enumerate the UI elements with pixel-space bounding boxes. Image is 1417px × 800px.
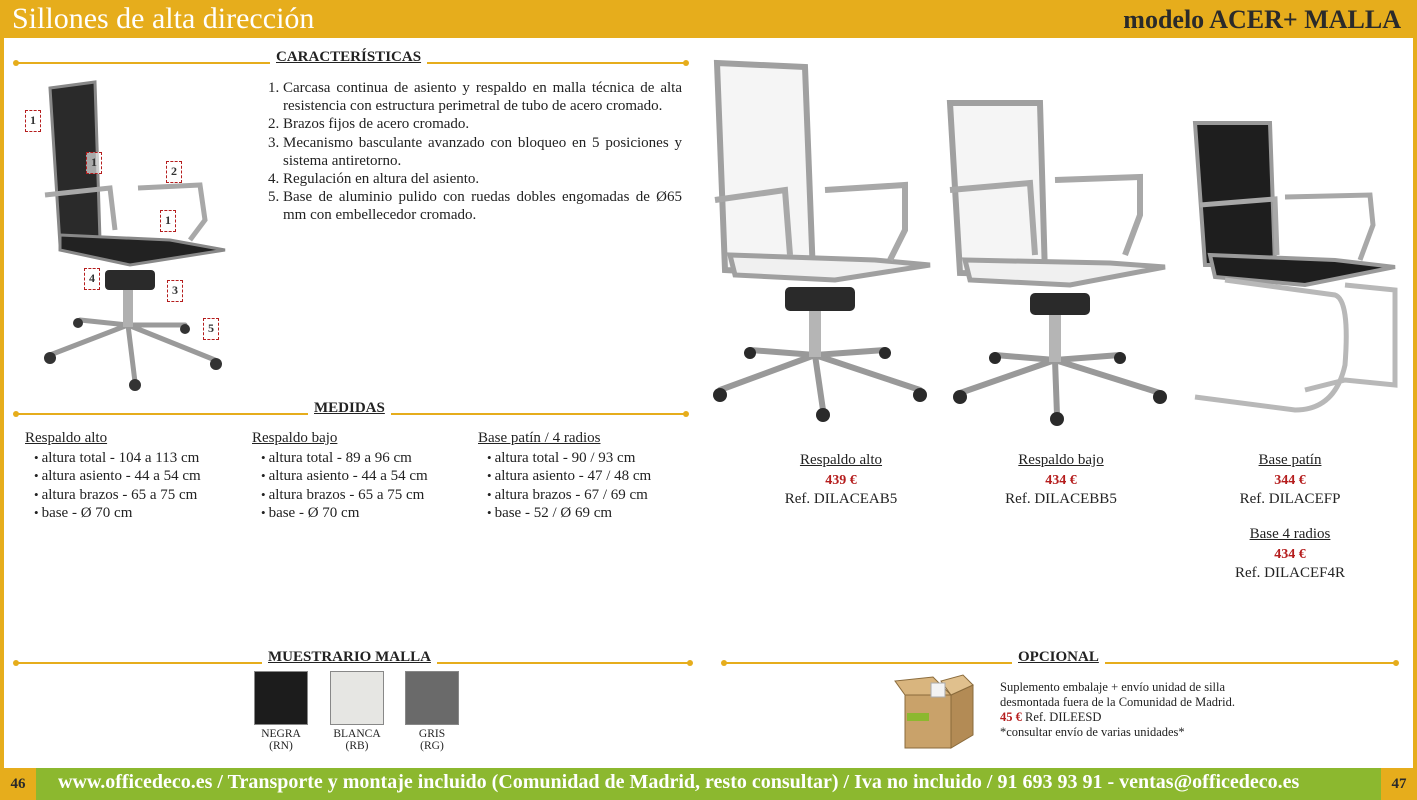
measure-item: • base - Ø 70 cm — [261, 504, 428, 523]
features-list — [262, 79, 682, 225]
page-number-left: 46 — [0, 768, 36, 800]
optional-ref: Ref. DILEESD — [1025, 710, 1102, 724]
swatch-name: GRIS — [418, 728, 446, 740]
measure-item: • altura asiento - 47 / 48 cm — [487, 467, 651, 486]
measure-column-high-back — [25, 430, 201, 523]
product-price: 439 € — [825, 472, 857, 488]
product-price: 434 € — [1045, 472, 1077, 488]
measure-column-base — [478, 430, 651, 523]
swatch-label-black — [241, 728, 321, 752]
product-ref: Ref. DILACEF4R — [1235, 565, 1345, 581]
product-price: 344 € — [1274, 472, 1306, 488]
product-sled-base — [1200, 451, 1380, 510]
callout-1-seat: 1 — [160, 210, 176, 232]
model-title: modelo ACER+ MALLA — [1123, 5, 1401, 34]
swatch-grey — [405, 671, 459, 725]
swatch-label-white — [317, 728, 397, 752]
chair-image-sled-base — [1185, 115, 1410, 425]
optional-text: Suplemento embalaje + envío unidad de silla desmontada fuera de la Comunidad de Madrid. — [1000, 680, 1235, 709]
product-high-back — [751, 451, 931, 510]
product-low-back — [971, 451, 1151, 510]
product-ref: Ref. DILACEBB5 — [1005, 491, 1117, 507]
chair-image-high-back — [705, 55, 935, 425]
measure-column-title: Respaldo alto — [25, 430, 108, 446]
swatch-code: (RN) — [269, 740, 293, 752]
page-footer — [0, 768, 1417, 800]
measure-item: • base - Ø 70 cm — [34, 504, 201, 523]
feature-item: 3. Mecanismo basculante avanzado con bloqueo en 5 posiciones y sistema antiretorno. — [283, 134, 682, 170]
measure-item: • altura total - 89 a 96 cm — [261, 449, 428, 468]
measures-heading: MEDIDAS — [308, 400, 391, 417]
product-name: Base 4 radios — [1249, 526, 1331, 542]
optional-heading: OPCIONAL — [1012, 649, 1105, 666]
callout-4: 4 — [84, 268, 100, 290]
swatch-code: (RB) — [345, 740, 369, 752]
product-name: Respaldo alto — [799, 452, 883, 468]
measure-item: • altura asiento - 44 a 54 cm — [34, 467, 201, 486]
product-ref: Ref. DILACEFP — [1239, 491, 1341, 507]
measure-item: • altura asiento - 44 a 54 cm — [261, 467, 428, 486]
page-title: Sillones de alta dirección — [12, 2, 315, 35]
optional-description — [1000, 680, 1240, 740]
callout-1-back: 1 — [86, 152, 102, 174]
product-name: Respaldo bajo — [1018, 452, 1104, 468]
product-name: Base patín — [1258, 452, 1322, 468]
measure-item: • altura total - 90 / 93 cm — [487, 449, 651, 468]
optional-note: *consultar envío de varias unidades* — [1000, 725, 1185, 739]
measure-item: • base - 52 / Ø 69 cm — [487, 504, 651, 523]
measure-item: • altura brazos - 65 a 75 cm — [261, 486, 428, 505]
swatch-name: BLANCA — [333, 728, 381, 740]
callout-2: 2 — [166, 161, 182, 183]
feature-item: 4. Regulación en altura del asiento. — [283, 170, 682, 188]
measure-column-title: Respaldo bajo — [252, 430, 338, 446]
page-header — [0, 0, 1417, 38]
measure-column-low-back — [252, 430, 428, 523]
measure-item: • altura brazos - 65 a 75 cm — [34, 486, 201, 505]
feature-item: 1. Carcasa continua de asiento y respaldo en malla técnica de alta resistencia con estructura perimetral de tubo de acero cromado. — [283, 79, 682, 115]
product-ref: Ref. DILACEAB5 — [784, 491, 898, 507]
page-number-right: 47 — [1381, 768, 1417, 800]
annotated-chair-image — [20, 70, 235, 400]
swatch-name: NEGRA — [261, 728, 301, 740]
feature-item: 2. Brazos fijos de acero cromado. — [283, 115, 682, 133]
measure-column-title: Base patín / 4 radios — [478, 430, 601, 446]
right-border — [1413, 38, 1417, 768]
measure-item: • altura total - 104 a 113 cm — [34, 449, 201, 468]
features-heading: CARACTERÍSTICAS — [270, 49, 427, 66]
measure-item: • altura brazos - 67 / 69 cm — [487, 486, 651, 505]
callout-1: 1 — [25, 110, 41, 132]
swatch-label-grey — [392, 728, 472, 752]
footer-contact-line[interactable]: www.officedeco.es / Transporte y montaje incluido (Comunidad de Madrid, resto consultar) / Iva no incluido / 91 693 93 91 - ventas@officedeco.es — [58, 771, 1300, 793]
product-4-spoke-base — [1200, 525, 1380, 584]
chair-image-low-back — [945, 95, 1175, 430]
swatches-heading: MUESTRARIO MALLA — [262, 649, 437, 666]
swatch-white — [330, 671, 384, 725]
optional-price: 45 € — [1000, 710, 1022, 724]
swatch-code: (RG) — [420, 740, 444, 752]
shipping-box-image — [893, 673, 978, 753]
callout-5: 5 — [203, 318, 219, 340]
feature-item: 5. Base de aluminio pulido con ruedas dobles engomadas de Ø65 mm con embellecedor cromado. — [283, 188, 682, 224]
left-border — [0, 38, 4, 768]
swatch-black — [254, 671, 308, 725]
callout-3: 3 — [167, 280, 183, 302]
product-price: 434 € — [1274, 546, 1306, 562]
